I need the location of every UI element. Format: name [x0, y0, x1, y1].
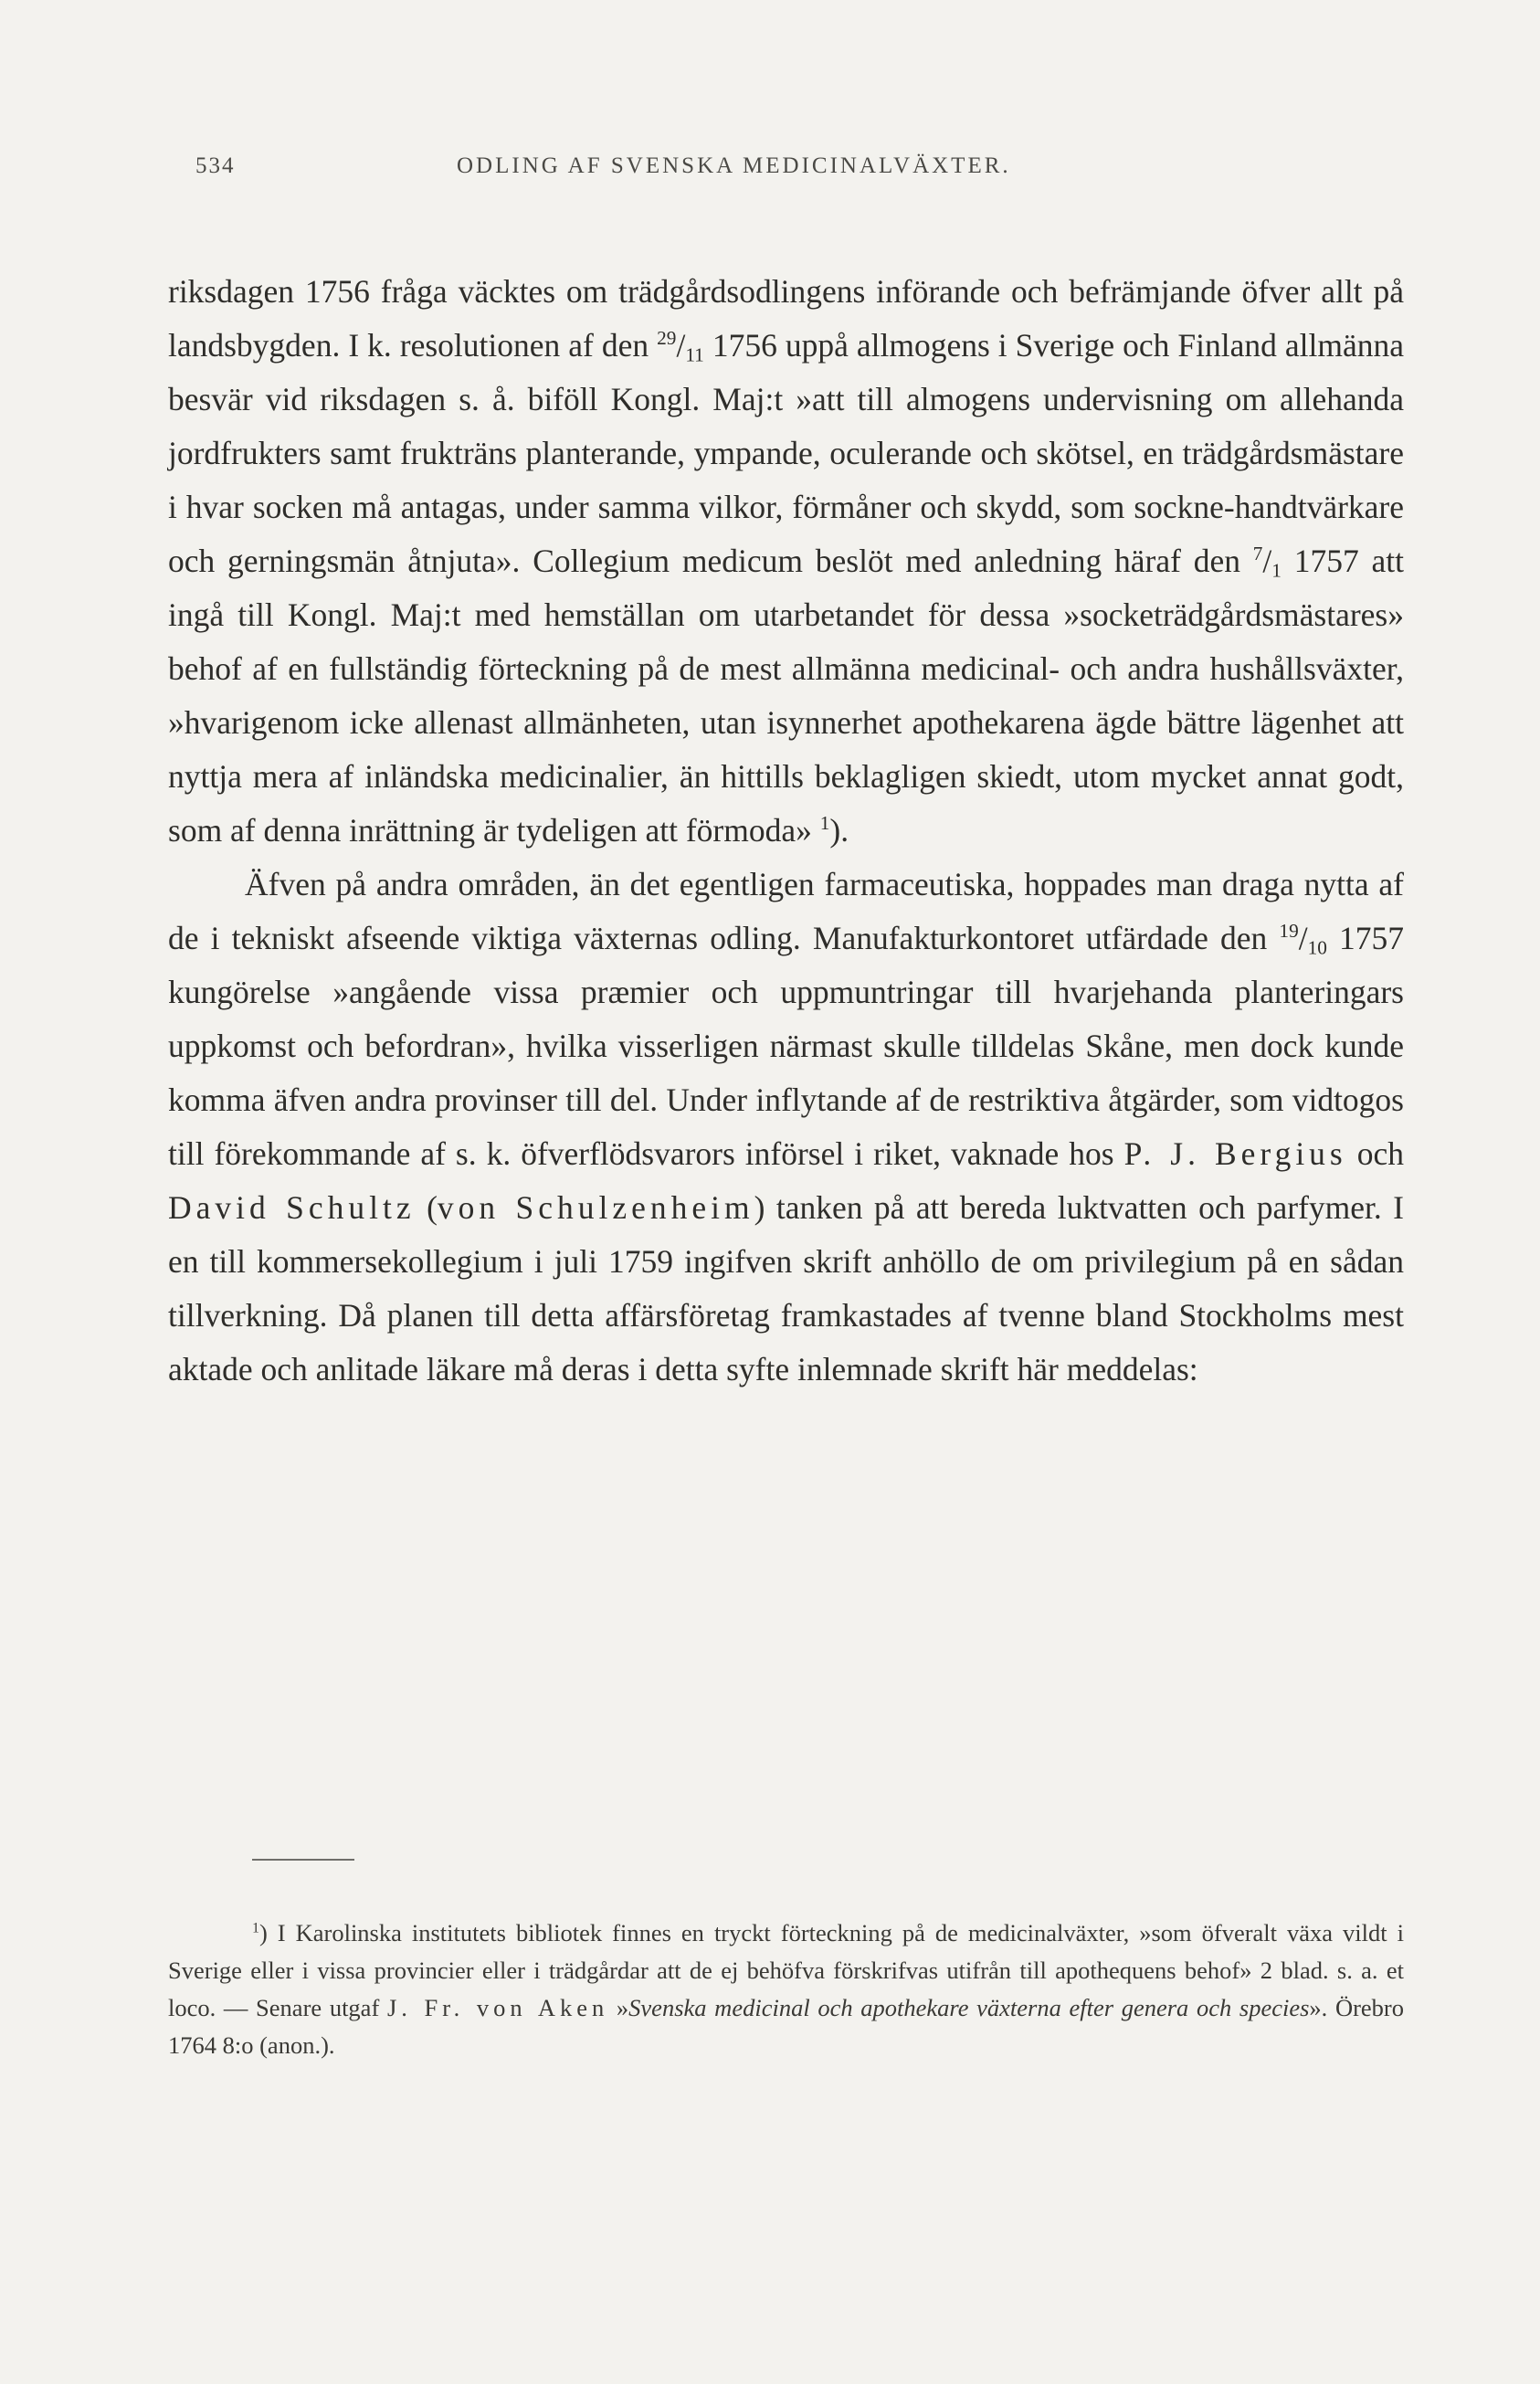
paragraph-2: Äfven på andra områden, än det egentligen farmaceutiska, hoppades man draga nytta af de i tekniskt afseende viktiga växternas odling. Manufakturkontoret utfärdade den $^{19}/_{10}$ 1757 kungörelse »angående vissa præmier och uppmuntringar till hvarjehanda planteringars uppkomst och befordran», hvilka visserligen närmast skulle tilldelas Skåne, men dock kunde komma äfven andra provinser till del. Under inflytande af de restriktiva åtgärder, som vidtogos till förekommande af s. k. öfverflödsvarors införsel i riket, vaknade hos P. J. Bergius och David Schultz (von Schulzenheim) tanken på att bereda luktvatten och parfymer. I en till kommersekollegium i juli 1759 ingifven skrift anhöllo de om privilegium på en sådan tillverkning. Då planen till detta affärsföretag framkastades af tvenne bland Stockholms mest aktade och anlitade läkare må deras i detta syfte inlemnade skrift här meddelas:	[168, 866, 1404, 1387]
footnote-marker: 1	[252, 1920, 259, 1936]
page-number: 534	[195, 153, 236, 178]
body-text	[168, 265, 1404, 1397]
person-name: J. Fr. von Aken	[386, 1994, 609, 2021]
paragraph-1: riksdagen 1756 fråga väcktes om trädgårdsodlingens införande och befrämjande öfver allt på landsbygden. I k. resolutionen af den $^{29}/_{11}$ 1756 uppå allmogens i Sverige och Finland allmänna besvär vid riksdagen s. å. biföll Kongl. Maj:t »att till almogens undervisning om allehanda jordfrukters samt frukträns planterande, ympande, oculerande och skötsel, en trädgårdsmästare i hvar socken må antagas, under samma vilkor, förmåner och skydd, som sockne-handtvärkare och gerningsmän åtnjuta». Collegium medicum beslöt med anledning häraf den $^7/_1$ 1757 att ingå till Kongl. Maj:t med hemställan om utarbetandet för dessa »socketrädgårdsmästares» behof af en fullständig förteckning på de mest allmänna medicinal- och andra hushållsväxter, »hvarigenom icke allenast allmänheten, utan isynnerhet apothekarena ägde bättre lägenhet att nyttja mera af inländska medicinalier, än hittills beklagligen skiedt, utom mycket annat godt, som af denna inrättning är tydeligen att förmoda» $^1$).	[168, 273, 1405, 849]
text-span: ) tanken på att bereda luktvatten och parfymer. I en till kommersekollegium i juli 1759 ingifven skrift anhöllo de om privilegium på en sådan tillverkning. Då planen till detta affärsföretag framkastades af tvenne bland Stockholms mest aktade och anlitade läkare må deras i detta syfte inlemnade skrift här meddelas:	[168, 1189, 1404, 1387]
running-title: ODLING AF SVENSKA MEDICINALVÄXTER.	[457, 153, 1011, 178]
text-span: ).	[829, 812, 849, 849]
fraction-denominator: 11	[685, 343, 704, 366]
footnote-text	[168, 1915, 1404, 2064]
text-span: 1757 kungörelse »angående vissa præmier och uppmuntringar till hvarjehanda planteringars uppkomst och befordran», hvilka visserligen närmast skulle tilldelas Skåne, men dock kunde komma äfven andra provinser till del. Under inflytande af de restriktiva åtgärder, som vidtogos till förekommande af s. k. öfverflödsvarors införsel i riket, vaknade hos	[168, 920, 1404, 1172]
fraction-numerator: 19	[1279, 920, 1299, 943]
footnote-reference[interactable]: 1	[819, 812, 830, 835]
text-span: 1756 uppå allmogens i Sverige och Finland allmänna besvär vid riksdagen s. å. biföll Kongl. Maj:t »att till almogens undervisning om allehanda jordfrukters samt frukträns planterande, ympande, oculerande och skötsel, en trädgårdsmästare i hvar socken må antagas, under samma vilkor, förmåner och skydd, som sockne-handtvärkare och gerningsmän åtnjuta». Collegium medicum beslöt med anledning häraf den	[168, 327, 1404, 579]
person-name: P. J. Bergius	[1123, 1135, 1347, 1172]
text-span: ) I Karolinska institutets bibliotek finnes en tryckt förteckning på de medicinalväxter, »som öfveralt växa vildt i Sverige eller i vissa provincier eller i trädgårdar att de ej behöfva förskrifvas utifrån till apothequens behof» 2 blad. s. a. et loco. — Senare utgaf	[168, 1919, 1404, 2021]
text-span: riksdagen 1756 fråga väcktes om trädgårdsodlingens införande och befrämjande öfver allt på landsbygden. I k. resolutionen af den	[168, 273, 1404, 364]
text-span: och	[1346, 1135, 1404, 1172]
fraction-denominator: 1	[1271, 559, 1282, 582]
text-span: Äfven på andra områden, än det egentligen farmaceutiska, hoppades man draga nytta af de i tekniskt afseende viktiga växternas odling. Manufakturkontoret utfärdade den	[168, 866, 1404, 956]
book-title: Svenska medicinal och apothekare växterna efter genera och species	[628, 1994, 1310, 2021]
text-span: ». Örebro 1764 8:o (anon.).	[168, 1994, 1404, 2059]
footnote-divider	[252, 1859, 354, 1861]
text-span: (	[415, 1189, 438, 1226]
text-span: »	[608, 1994, 629, 2021]
person-name: von Schulzenheim	[437, 1189, 754, 1226]
text-span: 1757 att ingå till Kongl. Maj:t med hemställan om utarbetandet för dessa »socketrädgårdsmästares» behof af en fullständig förteckning på de mest allmänna medicinal- och andra hushållsväxter, »hvarigenom icke allenast allmänheten, utan isynnerhet apothekarena ägde bättre lägenhet att nyttja mera af inländska medicinalier, än hittills beklagligen skiedt, utom mycket annat godt, som af denna inrättning är tydeligen att förmoda»	[168, 543, 1405, 849]
fraction-numerator: 7	[1252, 543, 1263, 565]
fraction-denominator: 10	[1307, 936, 1327, 959]
fraction-numerator: 29	[657, 327, 677, 350]
footnote	[168, 1915, 1404, 2064]
person-name: David Schultz	[168, 1189, 416, 1226]
